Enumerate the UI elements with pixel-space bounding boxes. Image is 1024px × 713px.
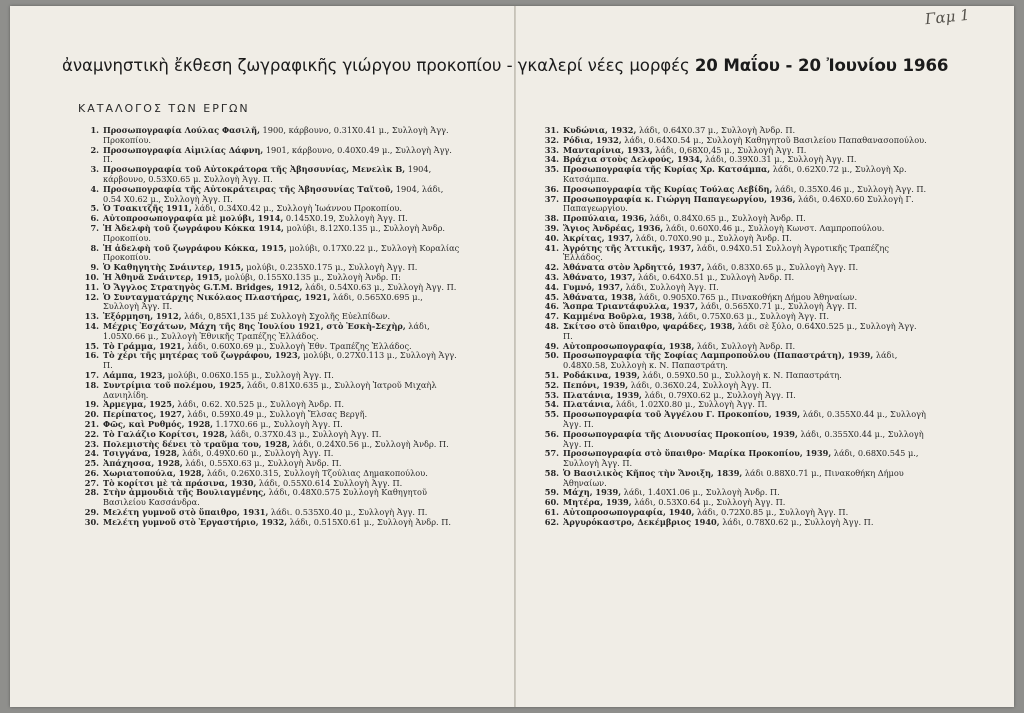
catalogue-entry xyxy=(80,381,460,401)
entry-title: Ἀρμεγμα, 1925, xyxy=(103,399,175,410)
entry-title: Μανταρίνια, 1933, xyxy=(563,144,653,155)
entry-details: 1904, λάδι, 0.54 X0.62 μ., Συλλογὴ Ἀγγ. Π. xyxy=(103,183,444,204)
entry-number: 2. xyxy=(90,144,99,155)
entry-number: 47. xyxy=(544,311,559,322)
entry-number: 9. xyxy=(90,262,99,273)
entry-number: 57. xyxy=(544,448,559,459)
entry-title: Ἀκρίτας, 1937, xyxy=(563,232,634,243)
entry-details: 1904, κάρβουνο, 0.53X0.65 μ. Συλλογὴ Ἀγγ. Π. xyxy=(103,164,432,184)
entry-title: Πεπόνι, 1939, xyxy=(563,379,629,390)
entry-number: 35. xyxy=(544,164,559,175)
entry-number: 6. xyxy=(90,213,99,224)
entry-details: λάδι, 0.565X0.695 μ., Συλλογὴ Ἀγγ. Π. xyxy=(103,291,423,312)
entry-title: Προσωπογραφία Λούλας Φασιλῆ, xyxy=(103,125,260,135)
entry-title: Φῶς, καὶ Ρυθμός, 1928, xyxy=(103,418,213,429)
entry-title: Μέχρις Ἐσχάτων, Μάχη τῆς 8ης Ἰουλίου 1921, στὸ Ἐσκὴ-Σεχὴρ, xyxy=(103,320,406,331)
entry-title: Ροδάκινα, 1939, xyxy=(563,369,640,380)
page-fold xyxy=(514,6,516,707)
entry-title: Ἡ ἀδελφὴ τοῦ ζωγράφου Κόκκα, 1915, xyxy=(103,242,287,253)
entry-number: 45. xyxy=(544,291,559,302)
entry-number: 11. xyxy=(84,281,99,292)
entry-details: λάδι, 0.48X0.58, Συλλογὴ κ. Ν. Παπαστράτη. xyxy=(563,350,898,371)
entry-details: λάδι, 0.26X0.315, Συλλογὴ Τζούλιας Δημακοπούλου. xyxy=(204,467,428,478)
entry-title: Τὸ χέρι τῆς μητέρας τοῦ ζωγράφου, 1923, xyxy=(103,350,301,361)
entry-title: Προσωπογραφία τῆς Αὐτοκράτειρας τῆς Ἀβησσυνίας Ταϊτοῦ, xyxy=(103,183,394,194)
title-dates: 20 Μαΐου - 20 Ἰουνίου 1966 xyxy=(694,56,949,75)
entry-details: λάδι, 1.40X1.06 μ., Συλλογὴ Ἀνδρ. Π. xyxy=(621,487,780,498)
entry-title: Μελέτη γυμνοῦ στὸ ὕπαιθρο, 1931, xyxy=(103,507,269,518)
catalogue-entry xyxy=(80,351,460,371)
entry-number: 22. xyxy=(84,428,99,439)
catalogue-entry xyxy=(540,430,928,450)
entry-details: λάδι, 0.81X0.635 μ., Συλλογὴ Ἰατροῦ Μιχαὴλ Δανιηλίδη. xyxy=(103,379,437,400)
entry-details: λάδι, 0.59X0.50 μ., Συλλογὴ κ. Ν. Παπαστράτη. xyxy=(639,369,842,380)
entry-details: λάδι, 0.70X0.90 μ., Συλλογὴ Ἀνδρ. Π. xyxy=(633,232,792,243)
catalogue-entry xyxy=(80,244,460,264)
entry-details: λάδι. 0.535X0.40 μ., Συλλογὴ Ἀγγ. Π. xyxy=(268,507,428,518)
entry-number: 10. xyxy=(84,271,99,282)
entry-title: Προσωπογραφία κ. Γιώργη Παπαγεωργίου, 1936, xyxy=(563,193,796,204)
title-main: ἀναμνηστικὴ ἔκθεση ζωγραφικῆς γιώργου προκοπίου - γκαλερί νέες μορφές xyxy=(62,56,695,75)
entry-title: Συντρίμια τοῦ πολέμου, 1925, xyxy=(103,379,245,390)
catalogue-entry xyxy=(540,410,928,430)
entry-number: 55. xyxy=(544,409,559,420)
entry-title: Προσωπογραφία Αἰμιλίας Δάφνη, xyxy=(103,144,264,155)
entry-number: 38. xyxy=(544,213,559,224)
entry-title: Ἀθάνατα στὸν Ἀρδηττό, 1937, xyxy=(563,262,705,273)
entry-number: 50. xyxy=(544,350,559,361)
entry-number: 62. xyxy=(544,516,559,527)
entry-number: 48. xyxy=(544,320,559,331)
entry-title: Προσωπογραφία τῆς Σοφίας Λαμπροπούλου (Παπαστράτη), 1939, xyxy=(563,350,874,361)
entry-number: 16. xyxy=(84,350,99,361)
entry-details: λάδι, 0.78X0.62 μ., Συλλογὴ Ἀγγ. Π. xyxy=(719,516,874,527)
entry-title: Μάχη, 1939, xyxy=(563,487,622,498)
entry-number: 14. xyxy=(84,320,99,331)
entry-number: 26. xyxy=(84,467,99,478)
entry-title: Τὸ Γράμμα, 1921, xyxy=(103,340,185,351)
catalogue-entry xyxy=(540,244,928,264)
catalogue-entry xyxy=(80,322,460,342)
entry-number: 28. xyxy=(84,487,99,498)
entry-title: Καμμένα Βοῦρλα, 1938, xyxy=(563,311,676,322)
entry-number: 42. xyxy=(544,262,559,273)
catalogue-entry xyxy=(80,518,460,528)
catalogue-left-column xyxy=(80,126,460,528)
entry-number: 44. xyxy=(544,281,559,292)
page-title xyxy=(62,56,962,75)
entry-number: 32. xyxy=(544,134,559,145)
entry-number: 25. xyxy=(84,458,99,469)
catalogue-entry xyxy=(540,518,928,528)
entry-details: λάδι, 0.36X0.24, Συλλογὴ Ἀγγ. Π. xyxy=(628,379,772,390)
entry-details: λάδι, 0.46X0.60 Συλλογὴ Γ. Παπαγεωργίου. xyxy=(563,193,914,214)
entry-title: Ἀπάχησσα, 1928, xyxy=(103,458,183,469)
entry-details: λάδι, 0.94X0.51 Συλλογὴ Ἀγροτικῆς Τραπέζης Ἑλλάδος. xyxy=(563,242,889,263)
entry-title: Προσωπογραφία στὸ ὕπαιθρο· Μαρίκα Προκοπίου, 1939, xyxy=(563,448,832,459)
entry-title: Ὁ Τσακιτζῆς 1911, xyxy=(103,203,192,214)
entry-details: λάδι, 0.49X0.60 μ., Συλλογὴ Ἀγγ. Π. xyxy=(179,448,334,459)
entry-title: Προσωπογραφία τοῦ Ἀγγέλου Γ. Προκοπίου, 1939, xyxy=(563,409,801,420)
entry-details: λάδι, 0.54X0.63 μ., Συλλογὴ Ἀγγ. Π. xyxy=(302,281,457,292)
entry-title: Αὐτοπροσωπογραφία, 1938, xyxy=(563,340,695,351)
entry-number: 29. xyxy=(84,507,99,518)
catalogue-entry xyxy=(540,195,928,215)
catalogue-entry xyxy=(80,185,460,205)
entry-title: Χωριατοπούλα, 1928, xyxy=(103,467,205,478)
entry-title: Πλατάνια, 1939, xyxy=(563,389,642,400)
entry-details: λάδι, Συλλογὴ Ἀνδρ. Π. xyxy=(694,340,796,351)
entry-number: 12. xyxy=(84,291,99,302)
entry-details: λάδι, 0.59X0.49 μ., Συλλογὴ Ἔλσας Βεργῆ. xyxy=(184,409,368,420)
entry-details: λάδι, 1.05X0.66 μ., Συλλογὴ Ἐθνικῆς Τραπέζης Ἑλλάδος. xyxy=(103,320,430,341)
entry-title: Πολεμιστὴς δένει τὸ τραῦμα του, 1928, xyxy=(103,438,290,449)
entry-details: λάδι, 0.62X0.72 μ., Συλλογὴ Χρ. Κατσάμπα. xyxy=(563,164,907,184)
entry-details: λάδι, Συλλογὴ Ἀγγ. Π. xyxy=(622,281,719,292)
entry-details: λάδι, 0.83X0.65 μ., Συλλογὴ Ἀγγ. Π. xyxy=(704,262,859,273)
catalogue-entry xyxy=(540,322,928,342)
catalogue-entry xyxy=(540,449,928,469)
entry-title: Προσωπογραφία τῆς Κυρίας Τούλας Λεβίδη, xyxy=(563,183,773,194)
entry-number: 24. xyxy=(84,448,99,459)
entry-title: Βράχια στοὺς Δελφούς, 1934, xyxy=(563,154,703,165)
entry-details: λάδι, 0.53X0.64 μ., Συλλογὴ Ἀγγ. Π. xyxy=(631,497,786,508)
entry-details: 1901, κάρβουνο, 0.40X0.49 μ., Συλλογὴ Ἀγγ. Π. xyxy=(103,144,452,165)
entry-details: μολύβι, 0.17X0.22 μ., Συλλογὴ Κοραλίας Προκοπίου. xyxy=(103,242,460,263)
entry-details: λάδι, 0.39X0.31 μ., Συλλογὴ Ἀγγ. Π. xyxy=(702,154,857,165)
entry-number: 13. xyxy=(84,311,99,322)
entry-number: 56. xyxy=(544,428,559,439)
entry-title: Τὸ Γαλάζιο Κορίτσι, 1928, xyxy=(103,428,228,439)
entry-number: 37. xyxy=(544,193,559,204)
entry-details: λάδι, 0.72X0.85 μ., Συλλογὴ Ἀγγ. Π. xyxy=(694,507,849,518)
entry-title: Ἀγρότης τῆς Ἀττικῆς, 1937, xyxy=(563,242,695,253)
entry-number: 15. xyxy=(84,340,99,351)
entry-title: Προσωπογραφία τοῦ Αὐτοκράτορα τῆς Ἀβησσυνίας, Μενελὶκ Β, xyxy=(103,164,406,175)
entry-details: λάδι, 0,68X0,45 μ., Συλλογὴ Ἀγγ. Π. xyxy=(652,144,807,155)
entry-details: λάδι, 0.355X0.44 μ., Συλλογὴ Ἀγγ. Π. xyxy=(563,409,926,429)
entry-number: 43. xyxy=(544,271,559,282)
entry-number: 54. xyxy=(544,399,559,410)
entry-title: Σκίτσο στὸ ὕπαιθρο, ψαράδες, 1938, xyxy=(563,320,736,331)
entry-details: λάδι, 1.02X0.80 μ., Συλλογὴ Ἀγγ. Π. xyxy=(613,399,768,410)
entry-title: Ἡ Ἀδελφὴ τοῦ ζωγράφου Κόκκα 1914, xyxy=(103,222,284,233)
catalogue-entry xyxy=(540,469,928,489)
entry-details: λάδι, 0.64X0.54 μ., Συλλογὴ Καθηγητοῦ Βασιλείου Παπαθανασοπούλου. xyxy=(621,134,927,145)
entry-title: Ὁ Καθηγητὴς Σνάιντερ, 1915, xyxy=(103,262,244,273)
entry-title: Γυμνό, 1937, xyxy=(563,281,623,292)
entry-details: λάδι, 0.55X0.614 Συλλογὴ Ἀγγ. Π. xyxy=(256,477,403,488)
entry-number: 52. xyxy=(544,379,559,390)
catalogue-entry xyxy=(80,224,460,244)
catalogue-entry xyxy=(80,488,460,508)
entry-title: Ἡ Ἀθηνᾶ Σνάιντερ, 1915, xyxy=(103,271,223,282)
entry-details: λάδι, 0.60X0.46 μ., Συλλογὴ Κωνστ. Λαμπροπούλου. xyxy=(663,222,885,233)
entry-title: Προπύλαια, 1936, xyxy=(563,213,647,224)
entry-number: 21. xyxy=(84,418,99,429)
entry-number: 61. xyxy=(544,507,559,518)
entry-details: 0.145X0.19, Συλλογὴ Ἀγγ. Π. xyxy=(283,213,408,224)
entry-details: λάδι, 0.79X0.62 μ., Συλλογὴ Ἀγγ. Π. xyxy=(641,389,796,400)
entry-details: λάδι, 0.34X0.42 μ., Συλλογὴ Ἰωάννου Προκοπίου. xyxy=(191,203,402,214)
entry-details: 1.17X0.66 μ., Συλλογὴ Ἀγγ. Π. xyxy=(212,418,343,429)
catalogue-entry xyxy=(540,351,928,371)
entry-title: Τσιγγάνα, 1928, xyxy=(103,448,180,459)
entry-details: μολύβι, 0.06X0.155 μ., Συλλογὴ Ἀγγ. Π. xyxy=(165,369,334,380)
entry-number: 36. xyxy=(544,183,559,194)
entry-details: λάδι 0.88X0.71 μ., Πινακοθήκη Δήμου Ἀθηναίων. xyxy=(563,467,904,488)
entry-details: λάδι, 0.905X0.765 μ., Πινακοθήκη Δήμου Ἀθηναίων. xyxy=(636,291,858,302)
catalogue-entry xyxy=(80,126,460,146)
entry-title: Μελέτη γυμνοῦ στὸ Ἐργαστήριο, 1932, xyxy=(103,516,288,527)
entry-number: 27. xyxy=(84,477,99,488)
entry-title: Ἀργυρόκαστρο, Δεκέμβριος 1940, xyxy=(563,516,720,527)
entry-details: λάδι, 0.62. X0.525 μ., Συλλογὴ Ἀνδρ. Π. xyxy=(174,399,344,410)
entry-details: λάδι, 0.37X0.43 μ., Συλλογὴ Ἀγγ. Π. xyxy=(227,428,382,439)
entry-number: 20. xyxy=(84,409,99,420)
entry-number: 51. xyxy=(544,369,559,380)
catalogue-entry xyxy=(80,165,460,185)
entry-details: λάδι, 0.75X0.63 μ., Συλλογὴ Ἀγγ. Π. xyxy=(675,311,829,322)
entry-details: λάδι, 0.35X0.46 μ., Συλλογὴ Ἀγγ. Π. xyxy=(772,183,927,194)
entry-title: Τὸ κορίτσι μὲ τὰ πράσινα, 1930, xyxy=(103,477,257,488)
entry-title: Ἀθάνατο, 1937, xyxy=(563,271,636,282)
entry-number: 5. xyxy=(90,203,99,214)
entry-title: Αὐτοπροσωπογραφία, 1940, xyxy=(563,507,695,518)
entry-number: 18. xyxy=(84,379,99,390)
entry-number: 7. xyxy=(90,222,99,233)
entry-title: Κυδώνια, 1932, xyxy=(563,125,637,135)
entry-number: 53. xyxy=(544,389,559,400)
entry-details: μολύβι, 0.155X0.135 μ., Συλλογὴ Ἀνδρ. Π: xyxy=(222,271,401,282)
entry-details: λάδι, 0.64X0.51 μ., Συλλογὴ Ἀνδρ. Π. xyxy=(635,271,795,282)
entry-details: λάδι, 0.355X0.44 μ., Συλλογὴ Ἀγγ. Π. xyxy=(563,428,924,449)
entry-number: 1. xyxy=(90,125,99,135)
entry-number: 3. xyxy=(90,164,99,175)
entry-details: λάδι, 0.60X0.69 μ., Συλλογὴ Ἐθν. Τραπέζης Ἑλλάδος. xyxy=(184,340,412,351)
entry-title: Αὐτοπροσωπογραφία μὲ μολύβι, 1914, xyxy=(103,213,284,224)
entry-title: Ρόδια, 1932, xyxy=(563,134,622,145)
entry-title: Περίπατος, 1927, xyxy=(103,409,185,420)
entry-number: 31. xyxy=(544,125,559,135)
entry-details: 1900, κάρβουνο, 0.31X0.41 μ., Συλλογὴ Ἀγγ. Προκοπίου. xyxy=(103,125,449,145)
entry-title: Μητέρα, 1939, xyxy=(563,497,632,508)
entry-number: 4. xyxy=(90,183,99,194)
entry-number: 33. xyxy=(544,144,559,155)
entry-details: λάδι, 0.64X0.37 μ., Συλλογὴ Ἀνδρ. Π. xyxy=(636,125,796,135)
catalogue-entry xyxy=(80,293,460,313)
entry-title: Ἀθάνατα, 1938, xyxy=(563,291,637,302)
entry-details: λάδι, 0,85X1,135 μέ Συλλογὴ Σχολῆς Εὐελπίδων. xyxy=(181,311,391,322)
entry-title: Λάμπα, 1923, xyxy=(103,369,166,380)
entry-number: 8. xyxy=(90,242,99,253)
entry-number: 60. xyxy=(544,497,559,508)
entry-details: λάδι, 0.24X0.56 μ., Συλλογὴ Ἀνδρ. Π. xyxy=(290,438,449,449)
entry-details: λάδι, 0.68X0.545 μ., Συλλογὴ Ἀγγ. Π. xyxy=(563,448,919,469)
handwritten-note: Γαμ 1 xyxy=(924,5,971,29)
entry-details: λάδι σὲ ξύλο, 0.64X0.525 μ., Συλλογὴ Ἀγγ. Π. xyxy=(563,320,917,341)
entry-title: Ὁ Ἄγγλος Στρατηγὸς G.T.M. Bridges, 1912, xyxy=(103,281,303,292)
entry-title: Ἅγιος Ἀνδρέας, 1936, xyxy=(563,222,664,233)
entry-number: 34. xyxy=(544,154,559,165)
entry-number: 39. xyxy=(544,222,559,233)
entry-number: 49. xyxy=(544,340,559,351)
catalogue-heading: ΚΑΤΑΛΟΓΟΣ ΤΩΝ ΕΡΓΩΝ xyxy=(78,102,250,115)
entry-details: μολύβι, 8.12X0.135 μ., Συλλογὴ Ἀνδρ. Προκοπίου. xyxy=(103,222,445,243)
entry-number: 17. xyxy=(84,369,99,380)
entry-number: 30. xyxy=(84,516,99,527)
entry-details: λάδι, 0.84X0.65 μ., Συλλογὴ Ἀνδρ. Π. xyxy=(646,213,806,224)
entry-number: 41. xyxy=(544,242,559,253)
entry-title: Ὁ Βασιλικὸς Κῆπος τὴν Ἄνοιξη, 1839, xyxy=(563,467,743,478)
entry-title: Προσωπογραφία τῆς Διονυσίας Προκοπίου, 1939, xyxy=(563,428,798,439)
entry-details: λάδι, 0.515X0.61 μ., Συλλογὴ Ἀνδρ. Π. xyxy=(287,516,451,527)
entry-number: 46. xyxy=(544,301,559,312)
entry-number: 58. xyxy=(544,467,559,478)
catalogue-right-column xyxy=(540,126,928,528)
entry-title: Πλατάνια, xyxy=(563,399,614,410)
entry-title: Ἄσπρα Τριαντάφυλλα, 1937, xyxy=(563,301,698,312)
entry-number: 23. xyxy=(84,438,99,449)
entry-number: 40. xyxy=(544,232,559,243)
entry-number: 59. xyxy=(544,487,559,498)
catalogue-entry xyxy=(80,146,460,166)
entry-title: Ὁ Συνταγματάρχης Νικόλαος Πλαστήρας, 1921, xyxy=(103,291,331,302)
entry-details: μολύβι, 0.27X0.113 μ., Συλλογὴ Ἀγγ. Π. xyxy=(103,350,457,371)
entry-details: λάδι, 0.48X0.575 Συλλογὴ Καθηγητοῦ Βασιλείου Κασσάνδρα. xyxy=(103,487,427,508)
entry-details: λάδι, 0.55X0.63 μ., Συλλογὴ Ἀνδρ. Π. xyxy=(182,458,342,469)
entry-title: Προσωπογραφία τῆς Κυρίας Χρ. Κατσάμπα, xyxy=(563,164,771,175)
entry-details: λάδι, 0.565X0.71 μ., Συλλογὴ Ἀγγ. Π. xyxy=(697,301,857,312)
catalogue-entry xyxy=(540,165,928,185)
entry-title: Στὴν ἀμμουδιὰ τῆς Βουλιαγμένης, xyxy=(103,487,266,498)
entry-details: μολύβι, 0.235X0.175 μ., Συλλογὴ Ἀγγ. Π. xyxy=(243,262,418,273)
entry-title: Ἐξόρμηση, 1912, xyxy=(103,311,182,322)
entry-number: 19. xyxy=(84,399,99,410)
